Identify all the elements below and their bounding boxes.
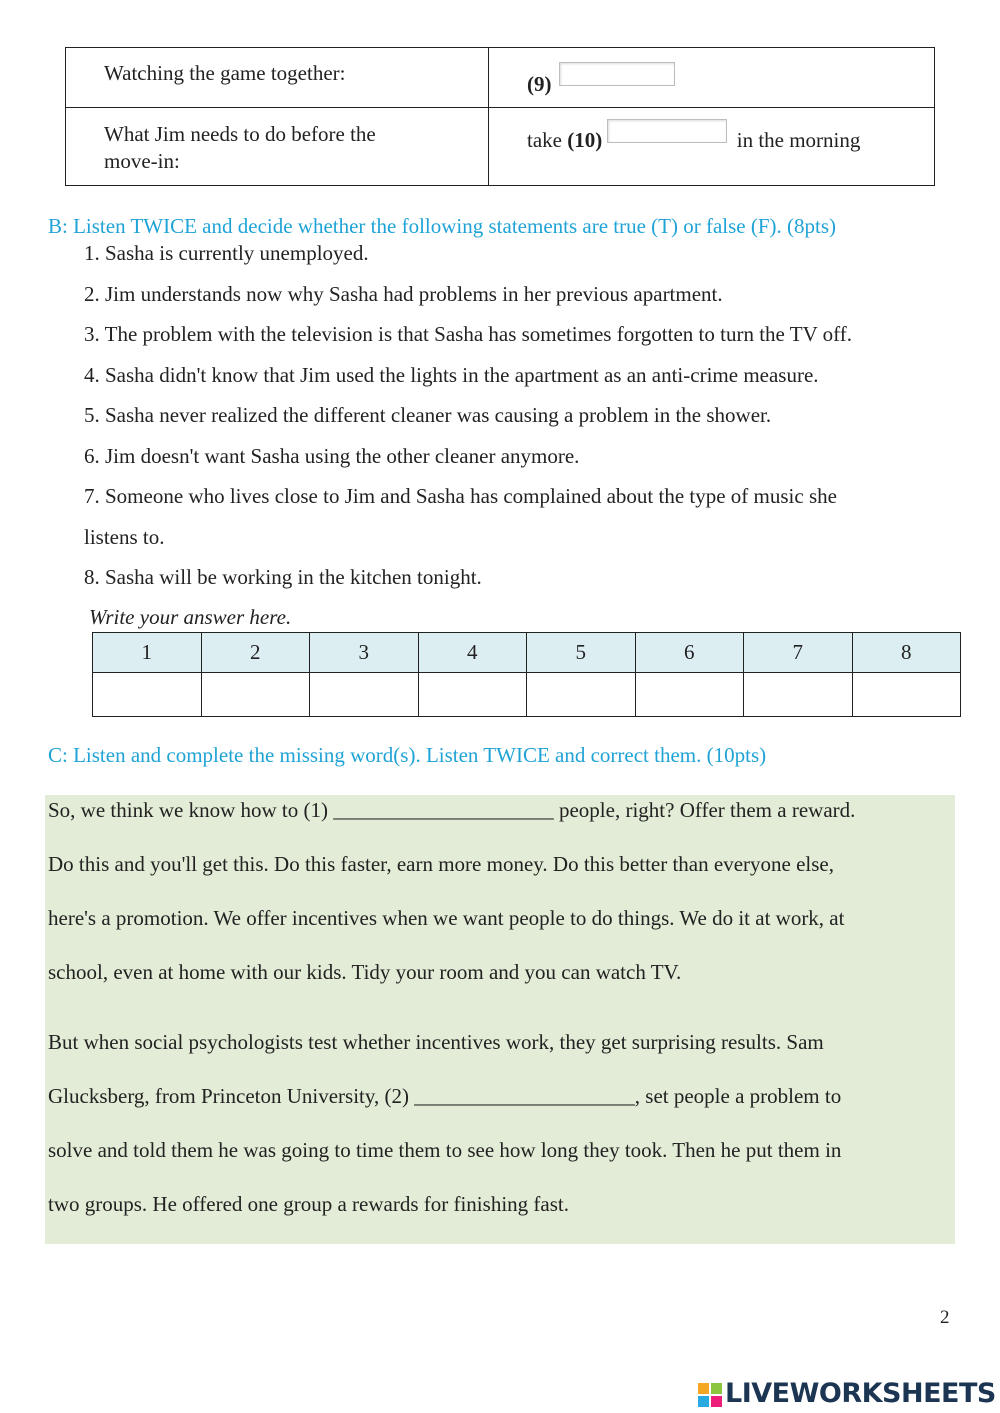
answer-input-10[interactable] <box>607 119 727 143</box>
write-answer-prompt: Write your answer here. <box>89 605 292 629</box>
passage-line: two groups. He offered one group a rewards for finishing fast. <box>48 1192 569 1216</box>
blank-1[interactable]: _____________________ <box>333 798 554 822</box>
passage-line: So, we think we know how to (1) _____________________ people, right? Offer them a reward. <box>48 798 856 822</box>
grid-header-cell: 2 <box>201 633 310 673</box>
statement-3: 3. The problem with the television is that Sasha has sometimes forgotten to turn the TV off. <box>84 322 852 346</box>
passage-line: But when social psychologists test whether incentives work, they get surprising results. Sam <box>48 1030 824 1054</box>
row-value <box>489 48 935 108</box>
answer-cell-2[interactable] <box>201 673 310 717</box>
statement-7: 7. Someone who lives close to Jim and Sasha has complained about the type of music she <box>84 484 837 508</box>
row-label: What Jim needs to do before the move-in: <box>66 108 489 186</box>
passage-line: here's a promotion. We offer incentives when we want people to do things. We do it at work, at <box>48 906 845 930</box>
answer-grid-inputs <box>93 673 961 717</box>
statement-1: 1. Sasha is currently unemployed. <box>84 241 369 265</box>
answer-cell-1[interactable] <box>93 673 202 717</box>
statement-8: 8. Sasha will be working in the kitchen tonight. <box>84 565 482 589</box>
value-prefix: take <box>527 128 562 152</box>
table-row <box>66 48 935 108</box>
row-value <box>489 108 935 186</box>
question-number-10: (10) <box>567 128 603 152</box>
answer-cell-3[interactable] <box>310 673 419 717</box>
answer-cell-6[interactable] <box>635 673 744 717</box>
grid-header-cell: 8 <box>852 633 961 673</box>
answer-grid-header <box>93 633 961 673</box>
grid-header-cell: 4 <box>418 633 527 673</box>
answer-cell-5[interactable] <box>527 673 636 717</box>
liveworksheets-logo-icon <box>697 1382 723 1408</box>
logo-text: LIVEWORKSHEETS <box>725 1378 996 1409</box>
answer-cell-8[interactable] <box>852 673 961 717</box>
value-suffix: in the morning <box>736 128 861 152</box>
answer-grid <box>92 632 961 717</box>
answer-input-9[interactable] <box>559 62 675 86</box>
passage-line: Glucksberg, from Princeton University, (2) _____________________, set people a problem to <box>48 1084 842 1108</box>
answer-cell-7[interactable] <box>744 673 853 717</box>
passage-line: Do this and you'll get this. Do this faster, earn more money. Do this better than everyone else, <box>48 852 834 876</box>
blank-2[interactable]: _____________________ <box>414 1084 635 1108</box>
table-row <box>66 108 935 186</box>
passage-line: solve and told them he was going to time them to see how long they took. Then he put them in <box>48 1138 842 1162</box>
top-table <box>65 47 935 186</box>
section-b-heading: B: Listen TWICE and decide whether the following statements are true (T) or false (F). (8pts) <box>48 214 837 238</box>
question-number-9: (9) <box>527 72 552 96</box>
statement-7-continued: listens to. <box>84 525 165 549</box>
section-c-heading: C: Listen and complete the missing word(s). Listen TWICE and correct them. (10pts) <box>48 743 767 767</box>
grid-header-cell: 3 <box>310 633 419 673</box>
passage-box <box>45 795 955 1244</box>
grid-header-cell: 1 <box>93 633 202 673</box>
answer-cell-4[interactable] <box>418 673 527 717</box>
row-label: Watching the game together: <box>66 48 489 108</box>
statement-5: 5. Sasha never realized the different cleaner was causing a problem in the shower. <box>84 403 772 427</box>
statement-6: 6. Jim doesn't want Sasha using the other cleaner anymore. <box>84 444 580 468</box>
passage-line: school, even at home with our kids. Tidy your room and you can watch TV. <box>48 960 682 984</box>
statement-2: 2. Jim understands now why Sasha had problems in her previous apartment. <box>84 282 723 306</box>
grid-header-cell: 5 <box>527 633 636 673</box>
page-number: 2 <box>940 1307 950 1328</box>
grid-header-cell: 6 <box>635 633 744 673</box>
grid-header-cell: 7 <box>744 633 853 673</box>
statement-4: 4. Sasha didn't know that Jim used the lights in the apartment as an anti-crime measure. <box>84 363 819 387</box>
